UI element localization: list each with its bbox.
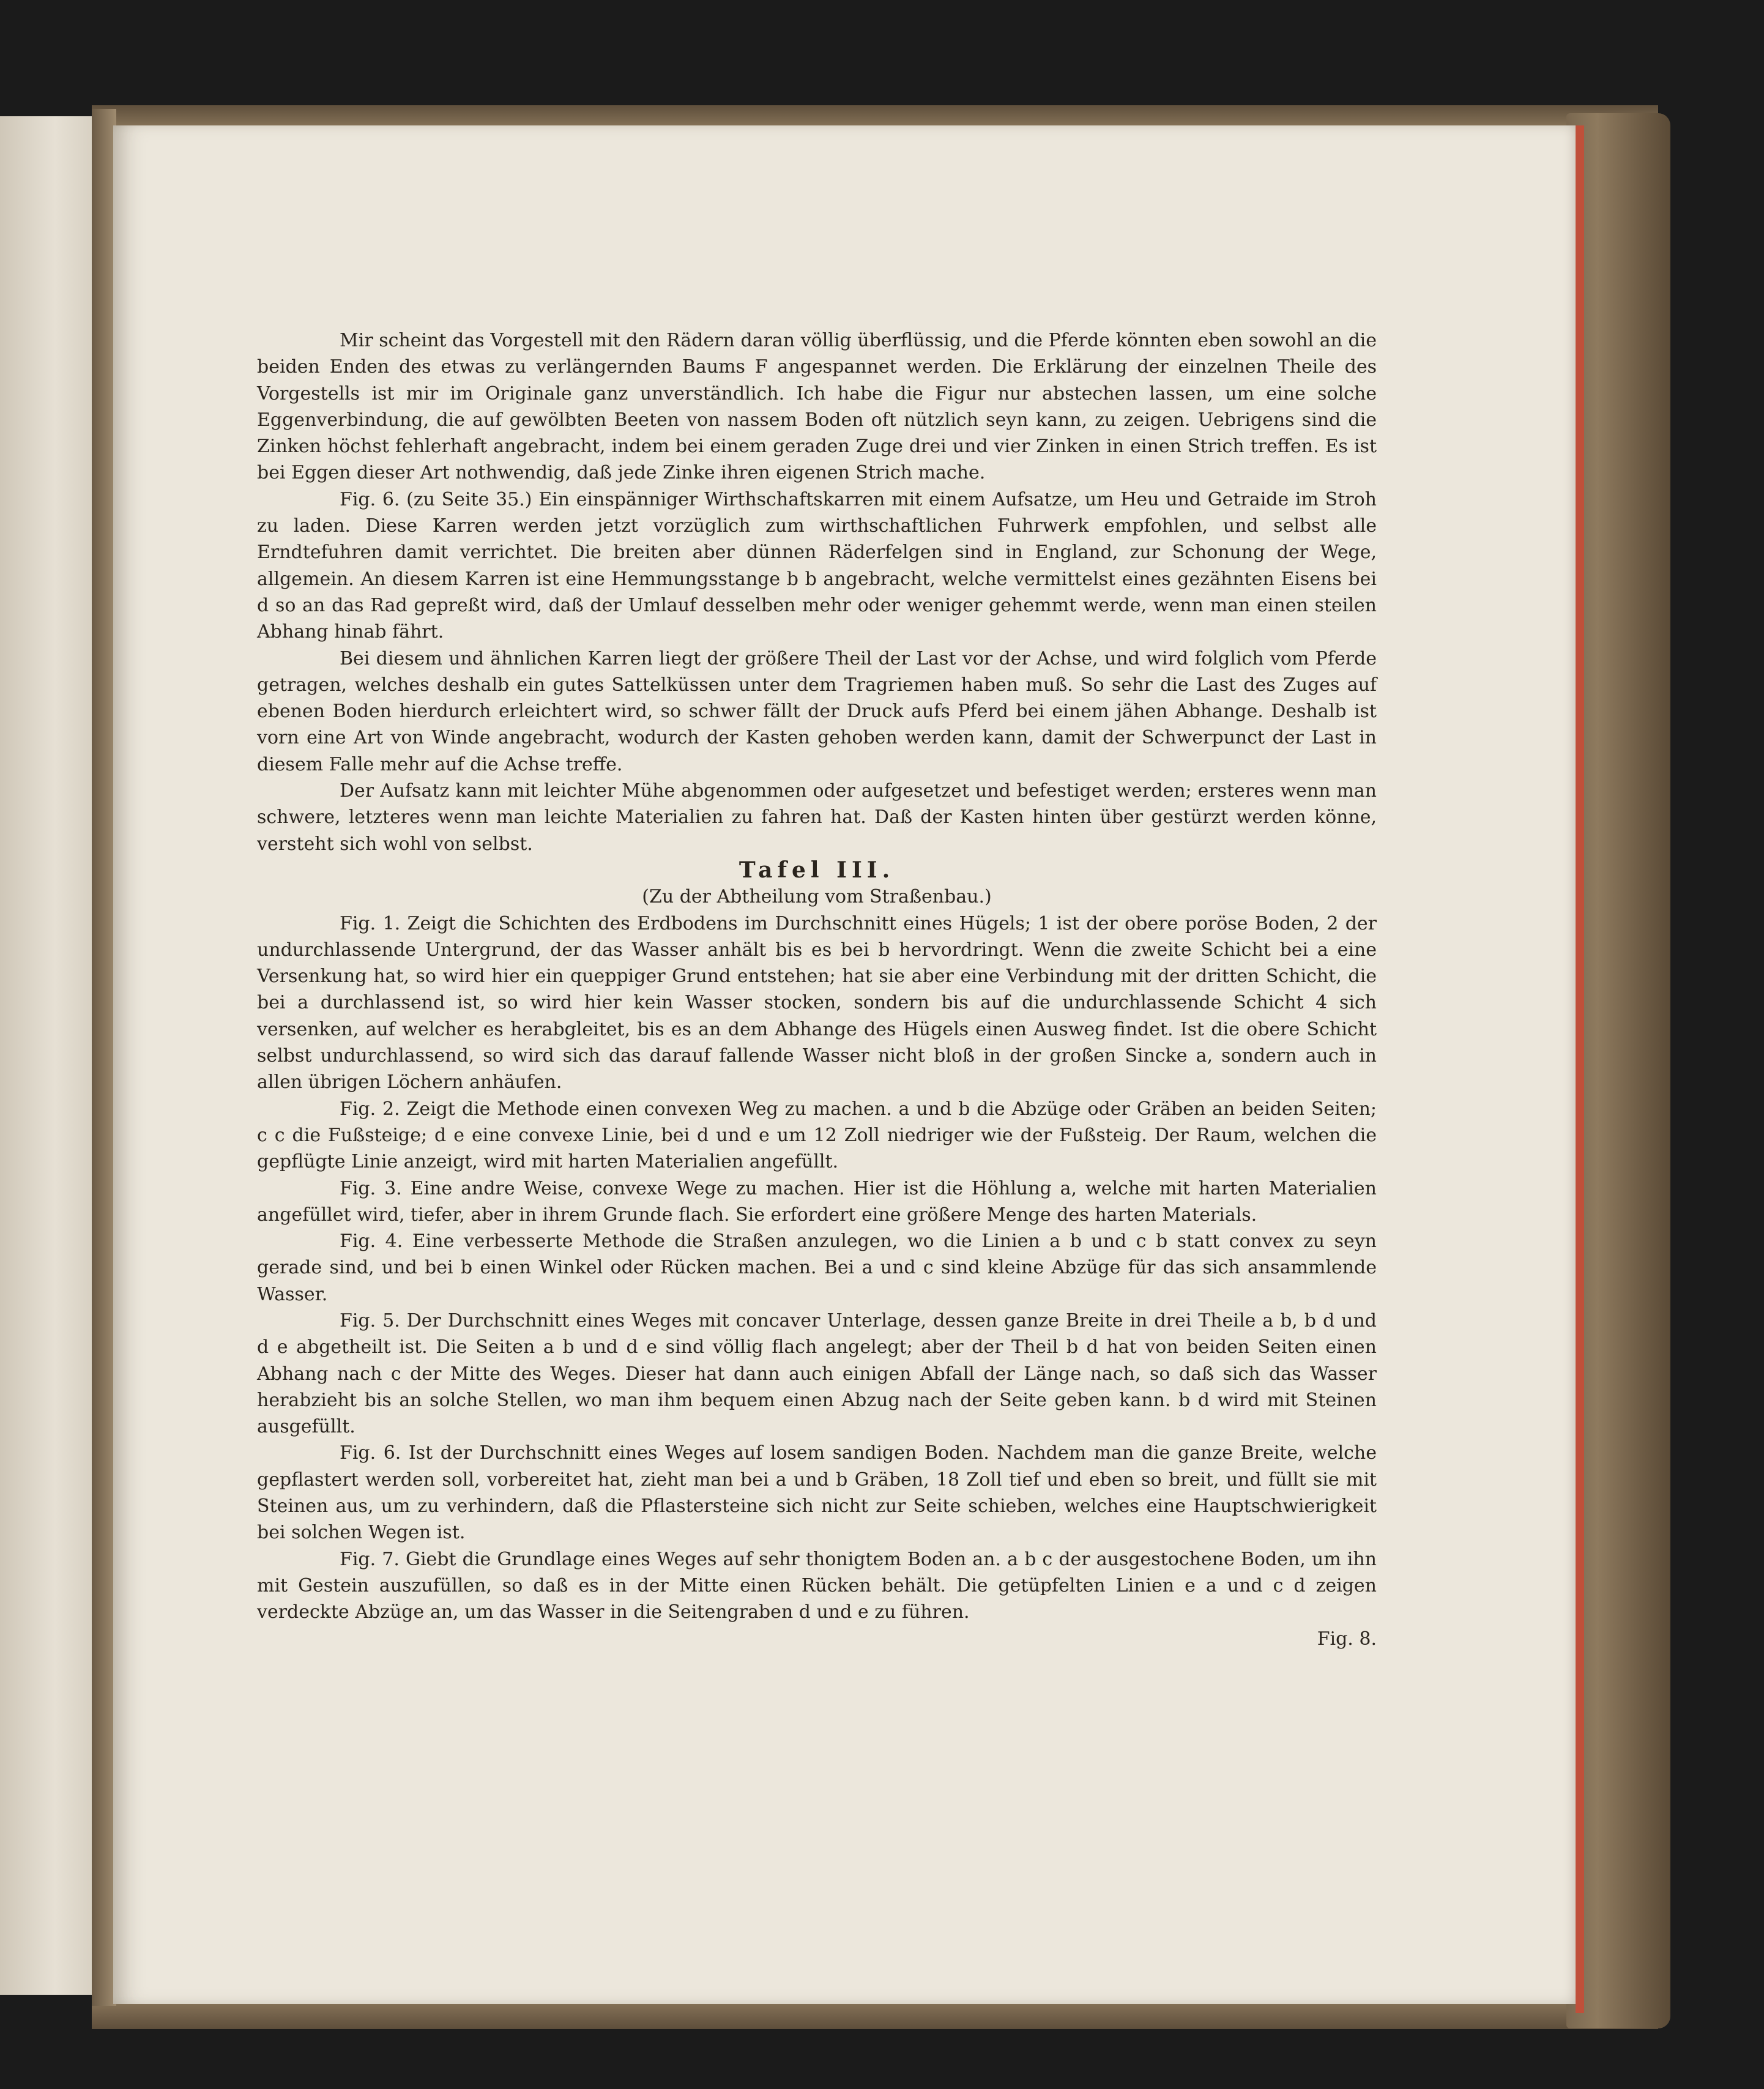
paragraph-fig6: Fig. 6. (zu Seite 35.) Ein einspänniger Wirthschaftskarren mit einem Aufsatze, um Heu und Getraide im Stroh zu laden. Diese Karren werden jetzt vorzüglich zum wirthschaftlichen Fuhrwerk empfohlen, und selbst alle Erndtefuhren damit verrichtet. Die breiten aber dünnen Räderfelgen sind in England, zur Schonung der Wege, allgemein. An diesem Karren ist eine Hemmungsstange b b angebracht, welche vermittelst eines gezähnten Eisens bei d so an das Rad gepreßt wird, daß der Umlauf desselben mehr oder weniger gehemmt werde, wenn man einen steilen Abhang hinab fährt. — [257, 488, 1377, 643]
book-gutter — [92, 109, 116, 2006]
plate-subheading: (Zu der Abtheilung vom Straßenbau.) — [642, 886, 992, 908]
left-page-edge — [0, 116, 95, 1995]
fig-4-text: Fig. 4. Eine verbesserte Methode die Straßen anzulegen, wo die Linien a b und c b statt convex zu seyn gerade sind, und bei b einen Winkel oder Rücken machen. Bei a und c sind kleine Abzüge für das sich ansammlende Wasser. — [257, 1231, 1377, 1305]
plate-heading: Tafel III. — [739, 857, 895, 883]
fig-7-text: Fig. 7. Giebt die Grundlage eines Weges auf sehr thonigtem Boden an. a b c der ausgestochene Boden, um ihn mit Gestein auszufüllen, so daß es in der Mitte einen Rücken behält. Die getüpfelten Linien e a und c d zeigen verdeckte Abzüge an, um das Wasser in die Seitengraben d und e zu führen. — [257, 1548, 1377, 1623]
paragraph-aufsatz: Der Aufsatz kann mit leichter Mühe abgenommen oder aufgesetzet und befestiget werden; ersteres wenn man schwere, letzteres wenn man leichte Materialien zu fahren hat. Daß der Kasten hinten über gestürzt werden könne, versteht sich wohl von selbst. — [257, 780, 1377, 855]
paragraph-intro: Mir scheint das Vorgestell mit den Rädern daran völlig überflüssig, und die Pferde könnten eben sowohl an die beiden Enden des etwas zu verlängernden Baums F angespannet werden. Die Erklärung der einzelnen Theile des Vorgestells ist mir im Originale ganz unverständlich. Ich habe die Figur nur abstechen lassen, um eine solche Eggenverbindung, die auf gewölbten Beeten von nassem Boden oft nützlich seyn kann, zu zeigen. Uebrigens sind die Zinken höchst fehlerhaft angebracht, indem bei einem geraden Zuge drei und vier Zinken in einen Strich treffen. Es ist bei Eggen dieser Art nothwendig, daß jede Zinke ihren eigenen Strich mache. — [257, 330, 1377, 484]
page-text — [257, 327, 1377, 1652]
fig-5-text: Fig. 5. Der Durchschnitt eines Weges mit concaver Unterlage, dessen ganze Breite in drei Theile a b, b d und d e abgetheilt ist. Die Seiten a b und d e sind völlig flach angelegt; aber der Theil b d hat von beiden Seiten einen Abhang nach c der Mitte des Weges. Dieser hat dann auch einigen Abfall der Länge nach, so daß sich das Wasser herabzieht bis an solche Stellen, wo man ihm bequem einen Abzug nach der Seite geben kann. b d wird mit Steinen ausgefüllt. — [257, 1309, 1377, 1438]
paragraph-karren: Bei diesem und ähnlichen Karren liegt der größere Theil der Last vor der Achse, und wird folglich vom Pferde getragen, welches deshalb ein gutes Sattelküssen unter dem Tragriemen haben muß. So sehr die Last des Zuges auf ebenen Boden hierdurch erleichtert wird, so schwer fällt der Druck aufs Pferd bei einem jähen Abhange. Deshalb ist vorn eine Art von Winde angebracht, wodurch der Kasten gehoben werden kann, damit der Schwerpunct der Last in diesem Falle mehr auf die Achse treffe. — [257, 647, 1377, 775]
fig-2-text: Fig. 2. Zeigt die Methode einen convexen Weg zu machen. a und b die Abzüge oder Gräben an beiden Seiten; c c die Fußsteige; d e eine convexe Linie, bei d und e um 12 Zoll niedriger wie der Fußsteig. Der Raum, welchen die gepflügte Linie anzeigt, wird mit harten Materialien angefüllt. — [257, 1098, 1377, 1173]
fig-3-text: Fig. 3. Eine andre Weise, convexe Wege zu machen. Hier ist die Höhlung a, welche mit harten Materialien angefüllet wird, tiefer, aber in ihrem Grunde flach. Sie erfordert eine größere Menge des harten Materials. — [257, 1177, 1377, 1226]
fig-1-text: Fig. 1. Zeigt die Schichten des Erdbodens im Durchschnitt eines Hügels; 1 ist der obere poröse Boden, 2 der undurchlassende Untergrund, der das Wasser anhält bis es bei b hervordringt. Wenn die zweite Schicht bei a eine Versenkung hat, so wird hier ein queppiger Grund entstehen; hat sie aber eine Verbindung mit der dritten Schicht, die bei a durchlassend ist, so wird hier kein Wasser stocken, sondern bis auf die undurchlassende Schicht 4 sich versenken, auf welcher es herabgleitet, bis es an dem Abhange des Hügels einen Ausweg findet. Ist die obere Schicht selbst undurchlassend, so wird sich das darauf fallende Wasser nicht bloß in der großen Sincke a, sondern auch in allen übrigen Löchern anhäufen. — [257, 912, 1377, 1093]
fig-6-text: Fig. 6. Ist der Durchschnitt eines Weges auf losem sandigen Boden. Nachdem man die ganze Breite, welche gepflastert werden soll, vorbereitet hat, zieht man bei a und b Gräben, 18 Zoll tief und eben so breit, und füllt sie mit Steinen aus, um zu verhindern, daß die Pflastersteine sich nicht zur Seite schieben, welches eine Hauptschwierigkeit bei solchen Wegen ist. — [257, 1442, 1377, 1544]
red-page-edge — [1576, 125, 1584, 2013]
cover-board-bottom — [92, 2000, 1658, 2029]
catchword: Fig. 8. — [1317, 1628, 1377, 1650]
